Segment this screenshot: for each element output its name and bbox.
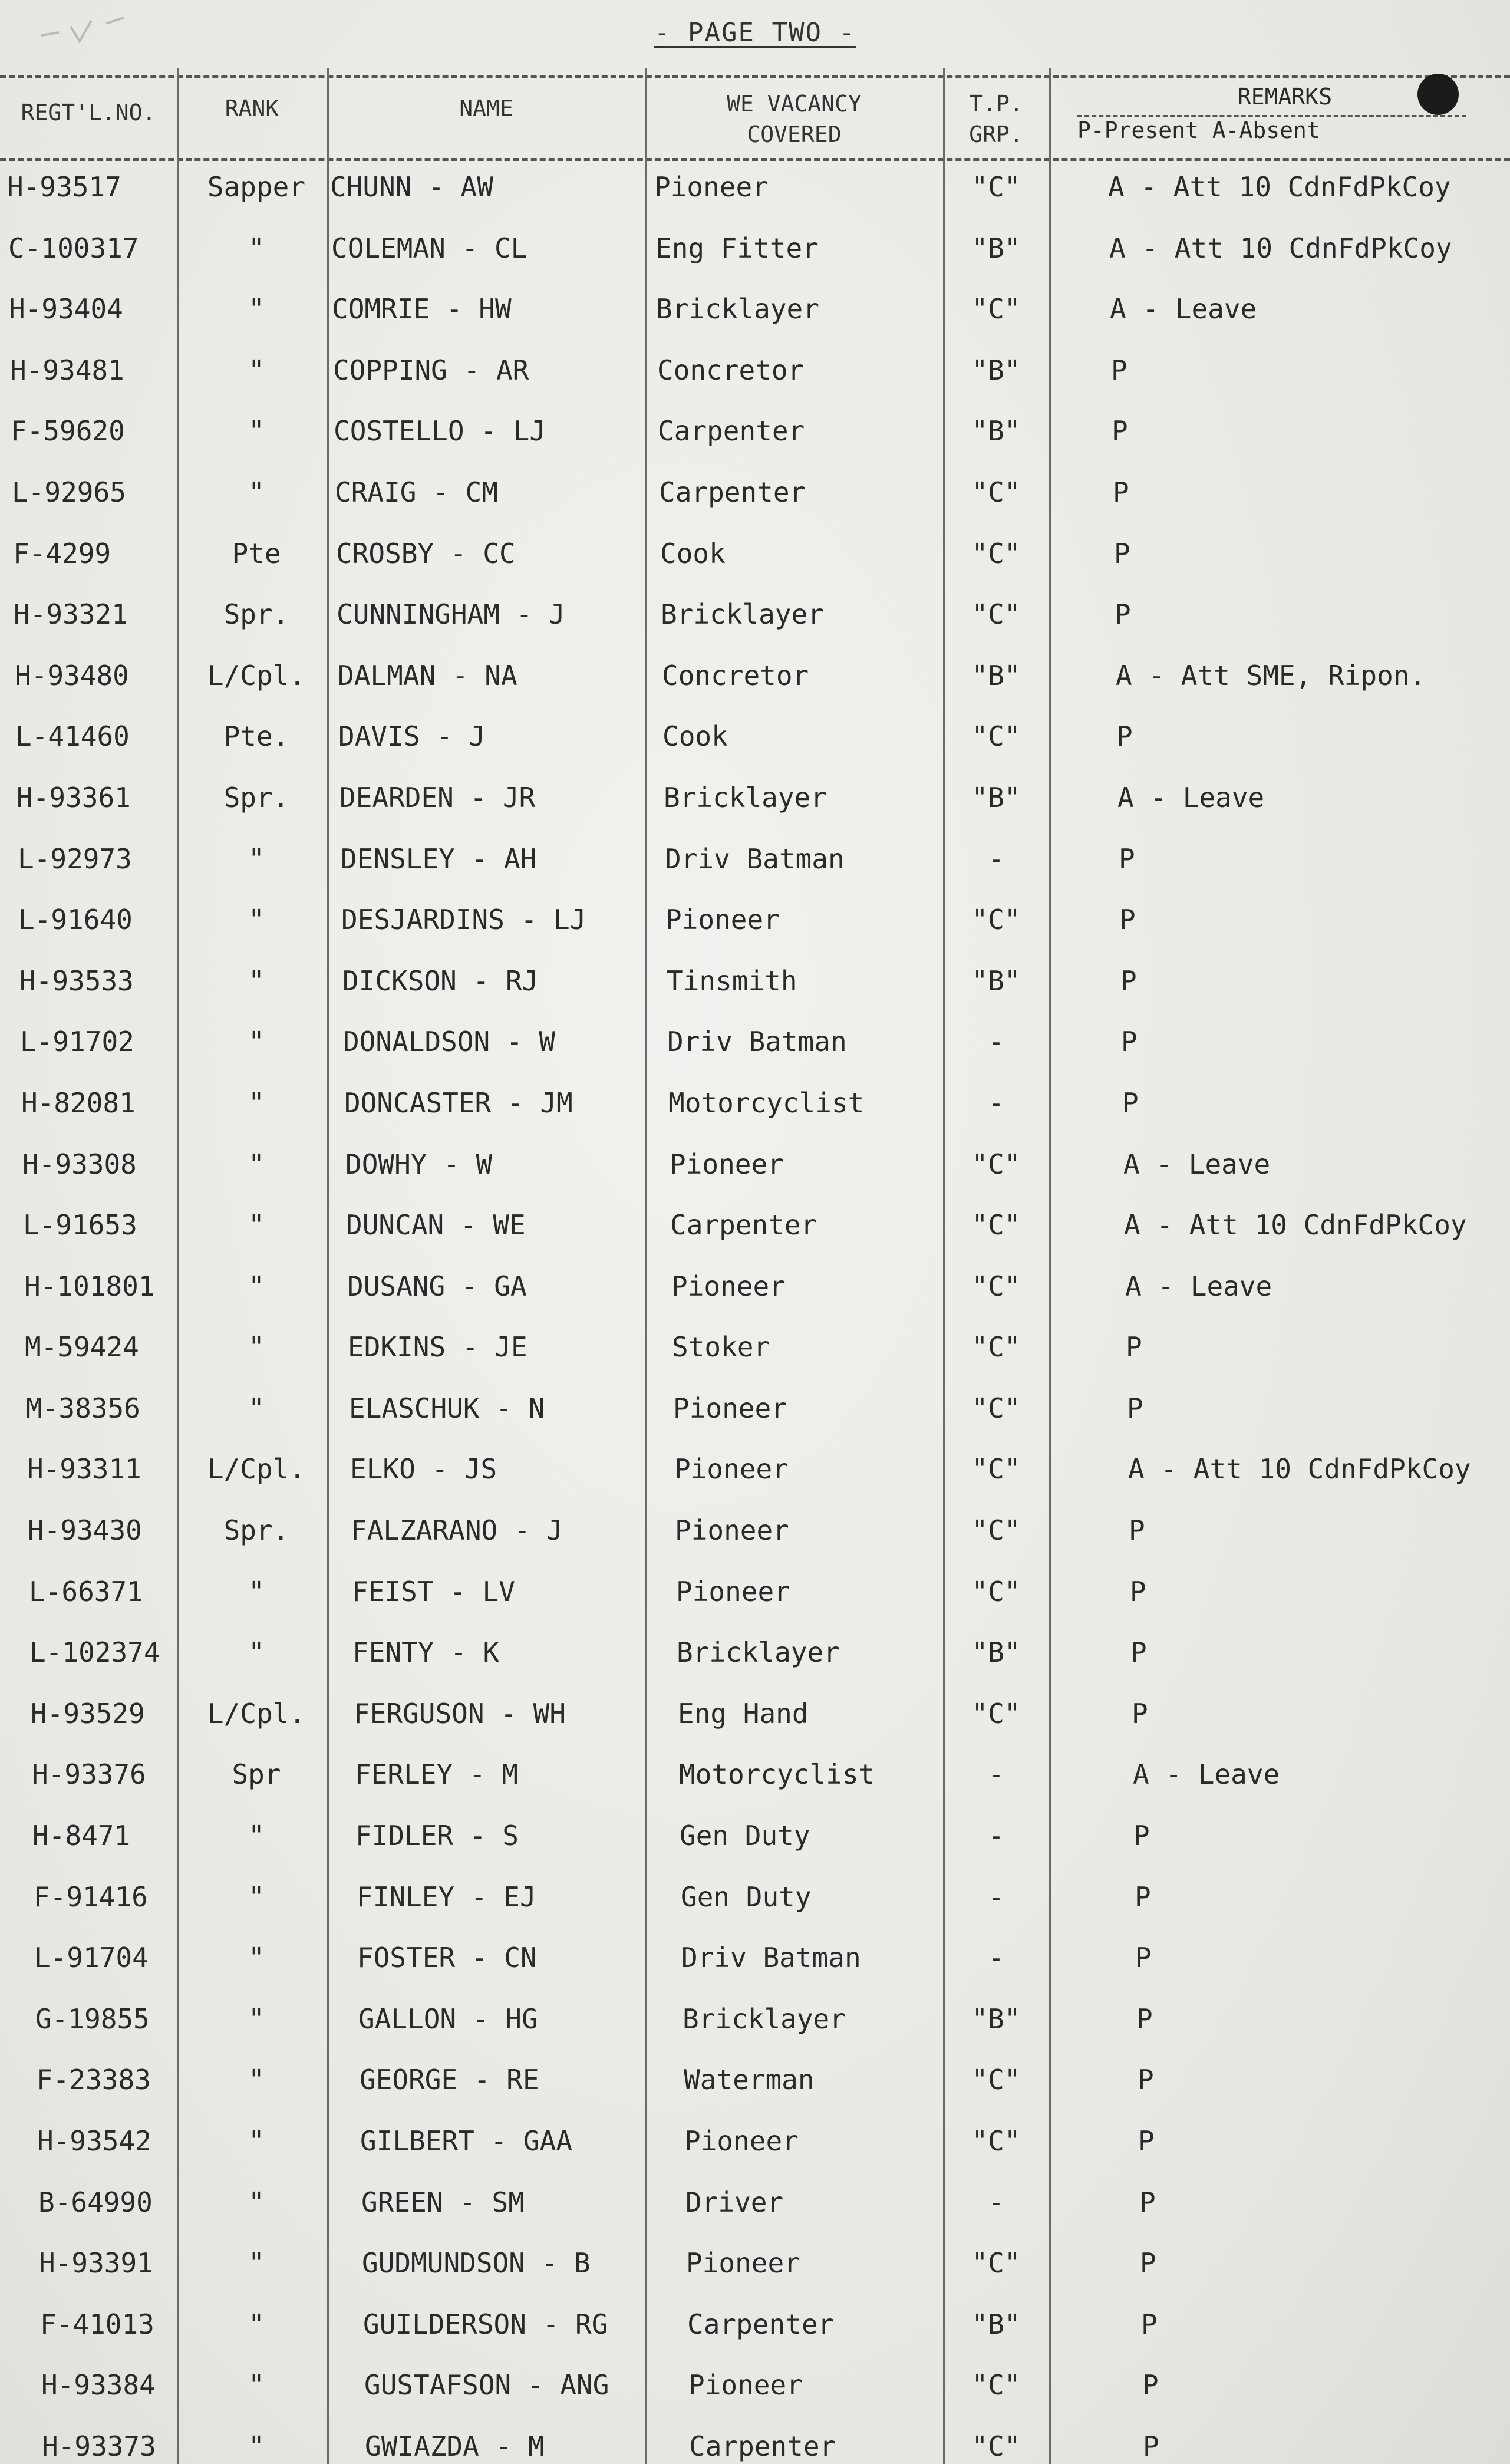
regt-no-cell: F-41013	[40, 2308, 154, 2340]
regt-no-cell: H-93430	[28, 1514, 142, 1547]
name-cell: DICKSON - RJ	[342, 964, 539, 997]
table-row	[0, 1209, 1510, 1270]
header-rank: RANK	[225, 95, 279, 121]
vacancy-cell: Cook	[662, 720, 728, 753]
name-cell: DUSANG - GA	[347, 1270, 527, 1302]
tp-grp-cell: "C"	[971, 2247, 1021, 2279]
table-row	[0, 1148, 1510, 1210]
regt-no-cell: H-93321	[14, 598, 128, 631]
table-row	[0, 2430, 1510, 2464]
name-cell: DESJARDINS - LJ	[341, 904, 586, 936]
name-cell: EDKINS - JE	[348, 1331, 527, 1363]
vacancy-cell: Pioneer	[676, 1575, 790, 1607]
regt-no-cell: F-59620	[11, 415, 125, 447]
tp-grp-cell: "C"	[971, 537, 1021, 569]
tp-grp-cell: -	[988, 1086, 1004, 1119]
vacancy-cell: Pioneer	[684, 2125, 799, 2157]
roster-table	[0, 171, 1510, 2464]
table-row	[0, 293, 1510, 354]
rank-cell: "	[248, 1209, 265, 1241]
name-cell: GUDMUNDSON - B	[362, 2247, 591, 2279]
rank-cell: Spr.	[223, 781, 289, 813]
tp-grp-cell: "B"	[971, 232, 1021, 264]
remarks-cell: A - Leave	[1123, 1148, 1271, 1180]
remarks-cell: P	[1142, 2369, 1159, 2402]
remarks-cell: A - Att 10 CdnFdPkCoy	[1108, 171, 1451, 203]
rank-cell: "	[248, 1086, 265, 1119]
header-remarks-key: P-Present A-Absent	[1077, 115, 1466, 143]
header-top-rule	[0, 75, 1510, 78]
remarks-cell: P	[1129, 1514, 1145, 1547]
remarks-cell: P	[1120, 964, 1137, 997]
vacancy-cell: Bricklayer	[656, 293, 819, 325]
regt-no-cell: L-92973	[18, 842, 132, 875]
rank-cell: "	[248, 1148, 265, 1180]
name-cell: DUNCAN - WE	[346, 1209, 526, 1241]
vacancy-cell: Carpenter	[689, 2430, 836, 2462]
remarks-cell: P	[1114, 537, 1130, 569]
remarks-cell: A - Leave	[1110, 293, 1257, 325]
regt-no-cell: H-93361	[17, 781, 131, 813]
name-cell: DONALDSON - W	[343, 1026, 556, 1058]
table-row	[0, 1392, 1510, 1454]
table-row	[0, 415, 1510, 476]
tp-grp-cell: -	[988, 1880, 1004, 1913]
tp-grp-cell: "C"	[971, 1148, 1021, 1180]
tp-grp-cell: -	[988, 2186, 1004, 2218]
tp-grp-cell: "B"	[971, 2308, 1021, 2340]
remarks-cell: P	[1141, 2308, 1158, 2340]
rank-cell: "	[248, 476, 265, 508]
vacancy-cell: Eng Fitter	[655, 232, 819, 264]
name-cell: COSTELLO - LJ	[334, 415, 546, 447]
name-cell: GEORGE - RE	[360, 2064, 539, 2096]
name-cell: ELASCHUK - N	[349, 1392, 545, 1424]
regt-no-cell: H-93533	[19, 964, 134, 997]
remarks-cell: P	[1113, 476, 1129, 508]
remarks-cell: P	[1136, 2002, 1153, 2035]
regt-no-cell: H-101801	[24, 1270, 155, 1302]
vacancy-cell: Concretor	[662, 659, 809, 691]
vacancy-cell: Tinsmith	[667, 964, 797, 997]
rank-cell: "	[248, 2064, 265, 2096]
tp-grp-cell: "C"	[971, 1209, 1021, 1241]
table-row	[0, 1087, 1510, 1148]
remarks-cell: P	[1133, 1820, 1150, 1852]
name-cell: FENTY - K	[352, 1636, 500, 1669]
remarks-cell: P	[1139, 2186, 1156, 2218]
remarks-cell: P	[1119, 904, 1136, 936]
regt-no-cell: L-92965	[12, 476, 126, 508]
regt-no-cell: M-38356	[26, 1392, 140, 1424]
rank-cell: "	[248, 2186, 265, 2218]
table-row	[0, 1514, 1510, 1576]
rank-cell: Sapper	[207, 171, 306, 203]
tp-grp-cell: "C"	[971, 1697, 1021, 1730]
regt-no-cell: B-64990	[38, 2186, 153, 2218]
tp-grp-cell: "C"	[971, 904, 1021, 936]
regt-no-cell: L-91702	[20, 1026, 134, 1058]
rank-cell: L/Cpl.	[207, 1453, 306, 1485]
regt-no-cell: H-93308	[22, 1148, 137, 1180]
regt-no-cell: H-93373	[42, 2430, 156, 2462]
vacancy-cell: Pioneer	[670, 1148, 784, 1180]
header-tp-line2: GRP.	[969, 121, 1023, 147]
tp-grp-cell: "B"	[971, 2002, 1021, 2035]
rank-cell: "	[248, 904, 265, 936]
regt-no-cell: F-91416	[34, 1880, 148, 1913]
regt-no-cell: F-4299	[13, 537, 111, 569]
header-vacancy-line2: COVERED	[747, 121, 842, 147]
rank-cell: "	[248, 2002, 265, 2035]
remarks-cell: P	[1138, 2125, 1155, 2157]
rank-cell: "	[248, 1270, 265, 1302]
name-cell: FERGUSON - WH	[354, 1697, 566, 1730]
rank-cell: "	[248, 2308, 265, 2340]
vacancy-cell: Bricklayer	[661, 598, 824, 631]
remarks-cell: P	[1143, 2430, 1159, 2462]
header-tp-line1: T.P.	[969, 91, 1023, 117]
name-cell: FALZARANO - J	[351, 1514, 563, 1547]
rank-cell: "	[248, 293, 265, 325]
table-row	[0, 1453, 1510, 1514]
table-row	[0, 1576, 1510, 1637]
remarks-cell: P	[1116, 720, 1133, 753]
table-row	[0, 904, 1510, 965]
tp-grp-cell: "B"	[971, 1636, 1021, 1669]
regt-no-cell: L-91653	[23, 1209, 137, 1241]
table-row	[0, 538, 1510, 599]
tp-grp-cell: "B"	[971, 659, 1021, 691]
name-cell: FERLEY - M	[355, 1758, 518, 1791]
rank-cell: Spr.	[223, 1514, 289, 1547]
rank-cell: "	[248, 1331, 265, 1363]
name-cell: DONCASTER - JM	[344, 1086, 573, 1119]
table-row	[0, 476, 1510, 538]
table-row	[0, 2369, 1510, 2430]
regt-no-cell: L-91640	[18, 904, 133, 936]
regt-no-cell: L-41460	[15, 720, 130, 753]
table-row	[0, 720, 1510, 782]
rank-cell: Spr.	[223, 598, 289, 631]
rank-cell: Spr	[232, 1758, 281, 1791]
rank-cell: "	[248, 1942, 265, 1974]
name-cell: COPPING - AR	[333, 354, 529, 386]
regt-no-cell: H-93529	[31, 1697, 145, 1730]
vacancy-cell: Driver	[685, 2186, 784, 2218]
vacancy-cell: Bricklayer	[677, 1636, 840, 1669]
vacancy-cell: Gen Duty	[680, 1820, 810, 1852]
name-cell: GUSTAFSON - ANG	[364, 2369, 609, 2402]
vacancy-cell: Pioneer	[688, 2369, 803, 2402]
tp-grp-cell: "C"	[971, 1331, 1021, 1363]
vacancy-cell: Cook	[660, 537, 726, 569]
table-row	[0, 2125, 1510, 2186]
tp-grp-cell: "C"	[971, 598, 1021, 631]
rank-cell: "	[248, 1636, 265, 1669]
name-cell: DOWHY - W	[345, 1148, 493, 1180]
remarks-cell: P	[1126, 1331, 1142, 1363]
header-bottom-rule	[0, 158, 1510, 161]
tp-grp-cell: "C"	[971, 476, 1021, 508]
name-cell: GREEN - SM	[361, 2186, 525, 2218]
regt-no-cell: H-93517	[7, 171, 121, 203]
name-cell: DALMAN - NA	[338, 659, 517, 691]
name-cell: DEARDEN - JR	[339, 781, 536, 813]
rank-cell: "	[248, 1392, 265, 1424]
table-row	[0, 782, 1510, 843]
rank-cell: L/Cpl.	[207, 659, 306, 691]
table-row	[0, 1942, 1510, 2003]
rank-cell: "	[248, 2125, 265, 2157]
rank-cell: "	[248, 1820, 265, 1852]
rank-cell: "	[248, 2430, 265, 2462]
table-row	[0, 232, 1510, 294]
regt-no-cell: H-93480	[15, 659, 129, 691]
vacancy-cell: Bricklayer	[664, 781, 827, 813]
header-vacancy	[645, 88, 943, 150]
vacancy-cell: Waterman	[684, 2064, 815, 2096]
regt-no-cell: H-93384	[41, 2369, 156, 2402]
regt-no-cell: M-59424	[25, 1331, 139, 1363]
remarks-cell: A - Att 10 CdnFdPkCoy	[1124, 1209, 1467, 1241]
remarks-cell: P	[1132, 1697, 1148, 1730]
regt-no-cell: H-93391	[39, 2247, 153, 2279]
regt-no-cell: H-93542	[37, 2125, 151, 2157]
vacancy-cell: Gen Duty	[681, 1880, 812, 1913]
tp-grp-cell: -	[988, 1026, 1004, 1058]
tp-grp-cell: "B"	[971, 964, 1021, 997]
vacancy-cell: Carpenter	[659, 476, 806, 508]
vacancy-cell: Pioneer	[674, 1453, 789, 1485]
name-cell: GALLON - HG	[358, 2002, 538, 2035]
tp-grp-cell: "C"	[971, 1514, 1021, 1547]
table-row	[0, 2186, 1510, 2248]
table-row	[0, 1820, 1510, 1881]
vacancy-cell: Pioneer	[665, 904, 780, 936]
name-cell: DENSLEY - AH	[341, 842, 537, 875]
vacancy-cell: Pioneer	[675, 1514, 789, 1547]
remarks-cell: A - Att 10 CdnFdPkCoy	[1128, 1453, 1471, 1485]
name-cell: COLEMAN - CL	[331, 232, 527, 264]
remarks-cell: P	[1135, 1880, 1151, 1913]
rank-cell: L/Cpl.	[207, 1697, 306, 1730]
rank-cell: "	[248, 232, 265, 264]
tp-grp-cell: "B"	[971, 415, 1021, 447]
tp-grp-cell: "C"	[971, 2125, 1021, 2157]
table-row	[0, 2003, 1510, 2064]
header-remarks: REMARKS	[1237, 84, 1333, 110]
tp-grp-cell: -	[988, 1942, 1004, 1974]
rank-cell: "	[248, 1575, 265, 1607]
table-row	[0, 843, 1510, 904]
tp-grp-cell: "C"	[971, 293, 1021, 325]
regt-no-cell: C-100317	[8, 232, 139, 264]
tp-grp-cell: -	[988, 1758, 1004, 1791]
remarks-cell: P	[1130, 1575, 1146, 1607]
name-cell: CROSBY - CC	[336, 537, 516, 569]
regt-no-cell: L-91704	[34, 1942, 149, 1974]
name-cell: FINLEY - EJ	[357, 1880, 536, 1913]
tp-grp-cell: "B"	[971, 781, 1021, 813]
vacancy-cell: Pioneer	[673, 1392, 787, 1424]
rank-cell: "	[248, 354, 265, 386]
remarks-cell: P	[1127, 1392, 1143, 1424]
remarks-cell: P	[1138, 2064, 1154, 2096]
remarks-cell: A - Leave	[1125, 1270, 1272, 1302]
rank-cell: "	[248, 964, 265, 997]
remarks-cell: A - Leave	[1117, 781, 1265, 813]
regt-no-cell: H-93404	[9, 293, 123, 325]
page-title: - PAGE TWO -	[654, 18, 856, 48]
vacancy-cell: Bricklayer	[683, 2002, 846, 2035]
table-row	[0, 1026, 1510, 1087]
table-row	[0, 1698, 1510, 1759]
rank-cell: "	[248, 415, 265, 447]
table-row	[0, 1331, 1510, 1392]
remarks-cell: A - Att 10 CdnFdPkCoy	[1109, 232, 1452, 264]
name-cell: CHUNN - AW	[330, 171, 493, 203]
vacancy-cell: Stoker	[672, 1331, 770, 1363]
vacancy-cell: Driv Batman	[681, 1942, 861, 1974]
remarks-cell: P	[1112, 415, 1128, 447]
tp-grp-cell: "C"	[971, 1575, 1021, 1607]
remarks-cell: P	[1140, 2247, 1156, 2279]
header-tp-grp	[943, 88, 1049, 150]
regt-no-cell: L-102374	[29, 1636, 160, 1669]
rank-cell: Pte	[232, 537, 281, 569]
tp-grp-cell: "C"	[971, 1270, 1021, 1302]
vacancy-cell: Driv Batman	[665, 842, 845, 875]
regt-no-cell: H-8471	[32, 1820, 131, 1852]
tp-grp-cell: "C"	[971, 171, 1021, 203]
table-row	[0, 1636, 1510, 1698]
tp-grp-cell: "C"	[971, 2064, 1021, 2096]
header-vacancy-line1: WE VACANCY	[727, 91, 862, 117]
rank-cell: "	[248, 842, 265, 875]
name-cell: ELKO - JS	[350, 1453, 497, 1485]
regt-no-cell: F-23383	[37, 2064, 151, 2096]
regt-no-cell: H-93481	[10, 354, 124, 386]
rank-cell: Pte.	[223, 720, 289, 753]
table-row	[0, 1758, 1510, 1820]
regt-no-cell: H-93376	[32, 1758, 146, 1791]
name-cell: DAVIS - J	[338, 720, 486, 753]
remarks-cell: A - Att SME, Ripon.	[1116, 659, 1426, 691]
table-row	[0, 2064, 1510, 2125]
rank-cell: "	[248, 2247, 265, 2279]
tp-grp-cell: -	[988, 842, 1004, 875]
remarks-cell: P	[1111, 354, 1127, 386]
tp-grp-cell: "C"	[971, 2430, 1021, 2462]
vacancy-cell: Carpenter	[658, 415, 805, 447]
vacancy-cell: Motorcyclist	[679, 1758, 875, 1791]
remarks-cell: P	[1135, 1942, 1152, 1974]
header-regt-no: REGT'L.NO.	[21, 100, 156, 126]
vacancy-cell: Carpenter	[670, 1209, 817, 1241]
vacancy-cell: Pioneer	[654, 171, 769, 203]
name-cell: GWIAZDA - M	[365, 2430, 545, 2462]
remarks-cell: P	[1122, 1086, 1139, 1119]
tp-grp-cell: "C"	[971, 720, 1021, 753]
remarks-cell: P	[1121, 1026, 1138, 1058]
tp-grp-cell: "C"	[971, 2369, 1021, 2402]
vacancy-cell: Eng Hand	[678, 1697, 809, 1730]
regt-no-cell: H-82081	[21, 1086, 136, 1119]
vacancy-cell: Pioneer	[671, 1270, 786, 1302]
regt-no-cell: G-19855	[35, 2002, 150, 2035]
name-cell: GUILDERSON - RG	[363, 2308, 608, 2340]
rank-cell: "	[248, 1026, 265, 1058]
name-cell: FEIST - LV	[352, 1575, 515, 1607]
table-row	[0, 171, 1510, 232]
table-row	[0, 1270, 1510, 1332]
vacancy-cell: Pioneer	[686, 2247, 800, 2279]
name-cell: FIDLER - S	[355, 1820, 519, 1852]
name-cell: CRAIG - CM	[335, 476, 498, 508]
vacancy-cell: Concretor	[657, 354, 805, 386]
remarks-cell: P	[1119, 842, 1135, 875]
rank-cell: "	[248, 2369, 265, 2402]
tp-grp-cell: -	[988, 1820, 1004, 1852]
name-cell: FOSTER - CN	[357, 1942, 537, 1974]
tp-grp-cell: "C"	[971, 1392, 1021, 1424]
vacancy-cell: Motorcyclist	[668, 1086, 865, 1119]
table-row	[0, 660, 1510, 721]
regt-no-cell: L-66371	[29, 1575, 143, 1607]
remarks-cell: P	[1130, 1636, 1147, 1669]
name-cell: COMRIE - HW	[332, 293, 512, 325]
table-row	[0, 2247, 1510, 2308]
table-row	[0, 1881, 1510, 1942]
table-row	[0, 598, 1510, 660]
tp-grp-cell: "C"	[971, 1453, 1021, 1485]
vacancy-cell: Driv Batman	[667, 1026, 847, 1058]
name-cell: CUNNINGHAM - J	[337, 598, 565, 631]
ink-blot	[1417, 74, 1459, 115]
table-row	[0, 354, 1510, 416]
remarks-cell: A - Leave	[1133, 1758, 1280, 1791]
table-row	[0, 965, 1510, 1026]
name-cell: GILBERT - GAA	[360, 2125, 573, 2157]
regt-no-cell: H-93311	[27, 1453, 141, 1485]
vacancy-cell: Carpenter	[687, 2308, 835, 2340]
rank-cell: "	[248, 1880, 265, 1913]
header-name: NAME	[459, 95, 513, 121]
tp-grp-cell: "B"	[971, 354, 1021, 386]
remarks-cell: P	[1115, 598, 1131, 631]
table-row	[0, 2308, 1510, 2370]
